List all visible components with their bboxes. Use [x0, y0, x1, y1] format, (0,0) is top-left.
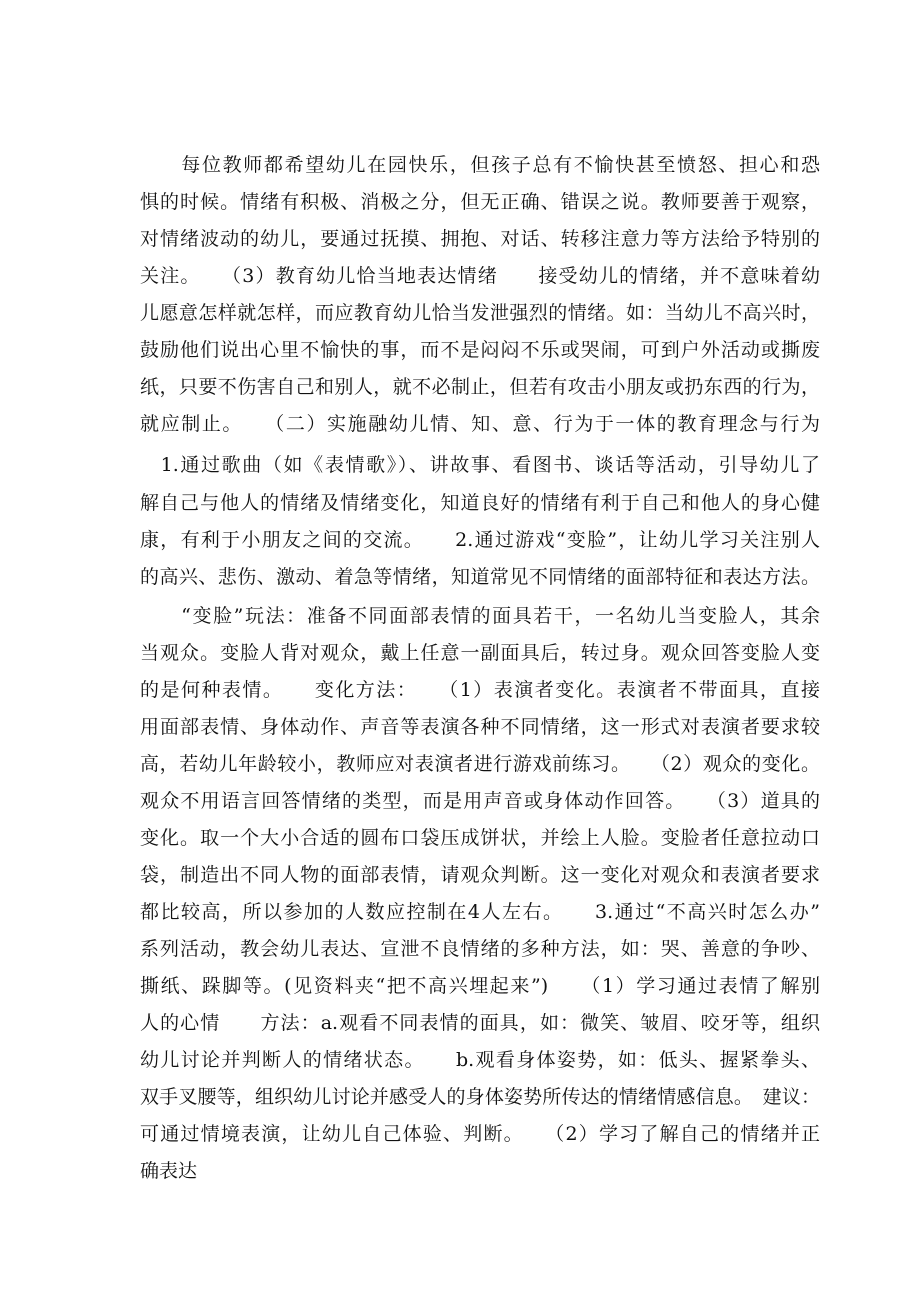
text-line: 高，若幼儿年龄较小，教师应对表演者进行游戏前练习。 （2）观众的变化。	[140, 753, 820, 775]
text-line: 惧的时候。情绪有积极、消极之分，但无正确、错误之说。教师要善于观察，	[140, 191, 820, 213]
text-line: 就应制止。 （二）实施融幼儿情、知、意、行为于一体的教育理念与行为	[140, 413, 820, 435]
text-line: 儿愿意怎样就怎样，而应教育幼儿恰当发泄强烈的情绪。如：当幼儿不高兴时，	[140, 302, 820, 324]
text-line: 的是何种表情。 变化方法： （1）表演者变化。表演者不带面具，直接	[140, 679, 820, 701]
text-line: “变脸”玩法：准备不同面部表情的面具若干，一名幼儿当变脸人，其余	[140, 605, 820, 627]
text-line: 系列活动，教会幼儿表达、宣泄不良情绪的多种方法，如：哭、善意的争吵、	[140, 938, 820, 960]
text-line: 鼓励他们说出心里不愉快的事，而不是闷闷不乐或哭闹，可到户外活动或撕废	[140, 339, 820, 361]
text-line: 人的心情 方法：a.观看不同表情的面具，如：微笑、皱眉、咬牙等，组织	[140, 1012, 820, 1034]
text-line: 都比较高，所以参加的人数应控制在4人左右。 3.通过“不高兴时怎么办”	[140, 901, 820, 923]
text-line: 确表达	[140, 1160, 198, 1182]
text-line: 袋，制造出不同人物的面部表情，请观众判断。这一变化对观众和表演者要求	[140, 864, 820, 886]
text-line: 纸，只要不伤害自己和别人，就不必制止，但若有攻击小朋友或扔东西的行为，	[140, 376, 820, 398]
text-line: 的高兴、悲伤、激动、着急等情绪，知道常见不同情绪的面部特征和表达方法。	[140, 566, 820, 588]
text-line: 观众不用语言回答情绪的类型，而是用声音或身体动作回答。 （3）道具的	[140, 790, 820, 812]
text-line: 关注。 （3）教育幼儿恰当地表达情绪 接受幼儿的情绪，并不意味着幼	[140, 265, 820, 287]
text-line: 康，有利于小朋友之间的交流。 2.通过游戏“变脸”，让幼儿学习关注别人	[140, 529, 820, 551]
text-line: 每位教师都希望幼儿在园快乐，但孩子总有不愉快甚至愤怒、担心和恐	[140, 154, 820, 176]
text-line: 双手叉腰等，组织幼儿讨论并感受人的身体姿势所传达的情绪情感信息。 建议：	[140, 1086, 820, 1108]
text-line: 1.通过歌曲（如《表情歌》）、讲故事、看图书、谈话等活动，引导幼儿了	[140, 454, 820, 476]
text-line: 用面部表情、身体动作、声音等表演各种不同情绪，这一形式对表演者要求较	[140, 716, 820, 738]
text-line: 解自己与他人的情绪及情绪变化，知道良好的情绪有利于自己和他人的身心健	[140, 492, 820, 514]
text-line: 对情绪波动的幼儿，要通过抚摸、拥抱、对话、转移注意力等方法给予特别的	[140, 228, 820, 250]
text-line: 当观众。变脸人背对观众，戴上任意一副面具后，转过身。观众回答变脸人变	[140, 642, 820, 664]
text-line: 撕纸、跺脚等。(见资料夹“把不高兴埋起来”) （1）学习通过表情了解别	[140, 975, 820, 997]
text-line: 幼儿讨论并判断人的情绪状态。 b.观看身体姿势，如：低头、握紧拳头、	[140, 1049, 820, 1071]
text-line: 可通过情境表演，让幼儿自己体验、判断。 （2）学习了解自己的情绪并正	[140, 1123, 820, 1145]
text-line: 变化。取一个大小合适的圆布口袋压成饼状，并绘上人脸。变脸者任意拉动口	[140, 827, 820, 849]
